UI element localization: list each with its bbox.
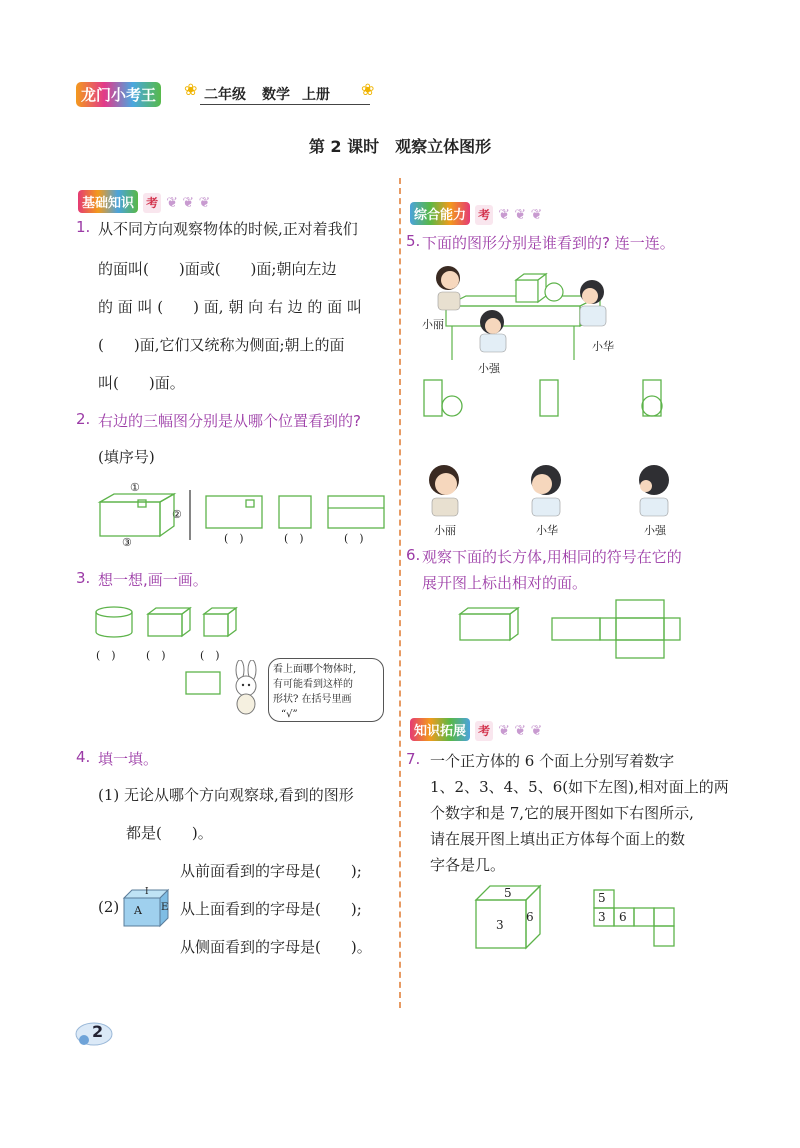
q1-line2: 的面叫( )面或( )面;朝向左边: [98, 260, 337, 278]
q6-number: 6.: [406, 546, 421, 564]
q4-number: 4.: [76, 748, 91, 766]
kao-icon: 考: [143, 193, 161, 213]
q3-blank-1: ( ): [96, 649, 116, 662]
section-badge: 综合能力: [410, 202, 470, 225]
butterfly-icon: ❦ ❦ ❦: [498, 723, 543, 739]
label-xiaoli-2: 小丽: [434, 524, 456, 537]
q4-p1-line2: 都是( )。: [126, 824, 213, 842]
q5-title: 下面的图形分别是谁看到的? 连一连。: [422, 234, 675, 252]
bubble-line-3: 形状? 在括号里画: [273, 694, 352, 705]
section-badge: 基础知识: [78, 190, 138, 213]
cylinder-shape: [96, 607, 132, 637]
q7-line1: 一个正方体的 6 个面上分别写着数字: [430, 752, 675, 770]
section-extension: [410, 718, 542, 741]
q1-line1: 从不同方向观察物体的时候,正对着我们: [98, 220, 358, 238]
rabbit-icon: [226, 660, 270, 718]
table: [446, 296, 600, 360]
q4-title: 填一填。: [98, 750, 159, 768]
butterfly-icon: ❦ ❦ ❦: [166, 195, 211, 211]
q6-line2: 展开图上标出相对的面。: [422, 574, 588, 592]
q2-note: (填序号): [98, 448, 155, 466]
q7-line4: 请在展开图上填出正方体每个面上的数: [430, 830, 686, 848]
label-xiaohua: 小华: [592, 340, 614, 353]
header-underline: [200, 104, 370, 105]
header: [76, 82, 386, 106]
cube-shape: [204, 608, 236, 636]
butterfly-icon: ❦ ❦ ❦: [498, 207, 543, 223]
bubble-line-2: 有可能看到这样的: [273, 679, 353, 690]
q5-views: [420, 376, 680, 420]
cuboid-shape: [148, 608, 190, 636]
view-1-window: [246, 500, 254, 507]
q3-blank-3: ( ): [200, 649, 220, 662]
q5-scene: [420, 256, 620, 368]
q5-children: [420, 460, 680, 522]
q2-blank-2: ( ): [284, 532, 304, 545]
grade-label: 二年级: [204, 87, 246, 103]
box-3d: [100, 494, 174, 536]
cube-letter-top: I: [145, 887, 149, 897]
section-badge: 知识拓展: [410, 718, 470, 741]
label-xiaoli: 小丽: [422, 318, 444, 331]
q2-title: 右边的三幅图分别是从哪个位置看到的?: [98, 412, 361, 430]
boy-head-back: [639, 465, 669, 516]
q6-line1: 观察下面的长方体,用相同的符号在它的: [422, 548, 682, 566]
q3-blank-2: ( ): [146, 649, 166, 662]
boy-figure-right: [580, 280, 606, 326]
q7-net-a: 3: [598, 910, 606, 924]
label-xiaoqiang: 小强: [478, 362, 500, 375]
q5-number: 5.: [406, 232, 421, 250]
q7-line5: 字各是几。: [430, 856, 506, 874]
column-divider: [399, 178, 401, 1008]
q4-top: 从上面看到的字母是( );: [180, 900, 362, 918]
q3-target-rectangle: [184, 670, 224, 698]
q2-blank-1: ( ): [224, 532, 244, 545]
q7-line3: 个数字和是 7,它的展开图如下右图所示,: [430, 804, 694, 822]
boy-head-side: [531, 465, 561, 516]
butterfly-icon: ❀: [361, 80, 375, 99]
q1-line4: ( )面,它们又统称为侧面;朝上的面: [98, 336, 345, 354]
view-b: [540, 380, 558, 416]
q3-number: 3.: [76, 569, 91, 587]
mark-3: ③: [122, 536, 132, 549]
view-c: [642, 380, 662, 416]
q7-cube-side: 6: [526, 910, 534, 924]
bubble-line-4: “√”: [281, 709, 298, 720]
q1-number: 1.: [76, 218, 91, 236]
q3-figure: [92, 604, 252, 644]
lesson-title: 第 2 课时 观察立体图形: [308, 137, 492, 156]
q4-p2-label: (2): [98, 898, 120, 916]
section-comprehensive: [410, 202, 542, 225]
q7-line2: 1、2、3、4、5、6(如下左图),相对面上的两: [430, 778, 729, 796]
ball-on-table: [545, 283, 563, 301]
subject-label: 数学: [262, 87, 290, 103]
q7-net-b: 6: [619, 910, 627, 924]
view-3: [328, 496, 384, 528]
q7-cube-front: 3: [496, 918, 504, 932]
q2-blank-3: ( ): [344, 532, 364, 545]
cuboid-on-table: [516, 274, 546, 302]
volume-label: 上册: [302, 87, 330, 103]
mark-1: ①: [130, 481, 140, 494]
q4-p1-line1: (1) 无论从哪个方向观察球,看到的图形: [98, 786, 354, 804]
page-number-badge: [74, 1018, 116, 1048]
section-basic: [78, 190, 210, 213]
q7-net-top: 5: [598, 891, 606, 905]
view-a: [424, 380, 462, 416]
q7-cube-top: 5: [504, 886, 512, 900]
q2-number: 2.: [76, 410, 91, 428]
mark-2: ②: [172, 508, 182, 521]
q4-front: 从前面看到的字母是( );: [180, 862, 362, 880]
q1-line5: 叫( )面。: [98, 374, 185, 392]
brand-logo: 龙门小考王: [76, 82, 161, 107]
label-xiaohua-2: 小华: [536, 524, 558, 537]
boy-figure-front: [480, 310, 506, 352]
q1-line3: 的 面 叫 ( ) 面, 朝 向 右 边 的 面 叫: [98, 298, 362, 316]
cube-letter-front: A: [134, 904, 142, 917]
cuboid-net: [552, 600, 680, 658]
view-2: [279, 496, 311, 528]
girl-figure: [436, 266, 460, 310]
q3-title: 想一想,画一画。: [98, 571, 208, 589]
q7-number: 7.: [406, 750, 421, 768]
kao-icon: 考: [475, 205, 493, 225]
page-number: 2: [92, 1022, 104, 1041]
kao-icon: 考: [475, 721, 493, 741]
q6-figure: [456, 598, 686, 660]
speech-bubble: [268, 658, 384, 722]
girl-head: [429, 465, 459, 516]
label-xiaoqiang-2: 小强: [644, 524, 666, 537]
cube-letter-side: E: [161, 902, 169, 913]
bubble-line-1: 看上面哪个物体时,: [273, 664, 357, 675]
cuboid: [460, 608, 518, 640]
q4-side: 从侧面看到的字母是( )。: [180, 938, 372, 956]
butterfly-icon: ❀: [184, 80, 198, 99]
